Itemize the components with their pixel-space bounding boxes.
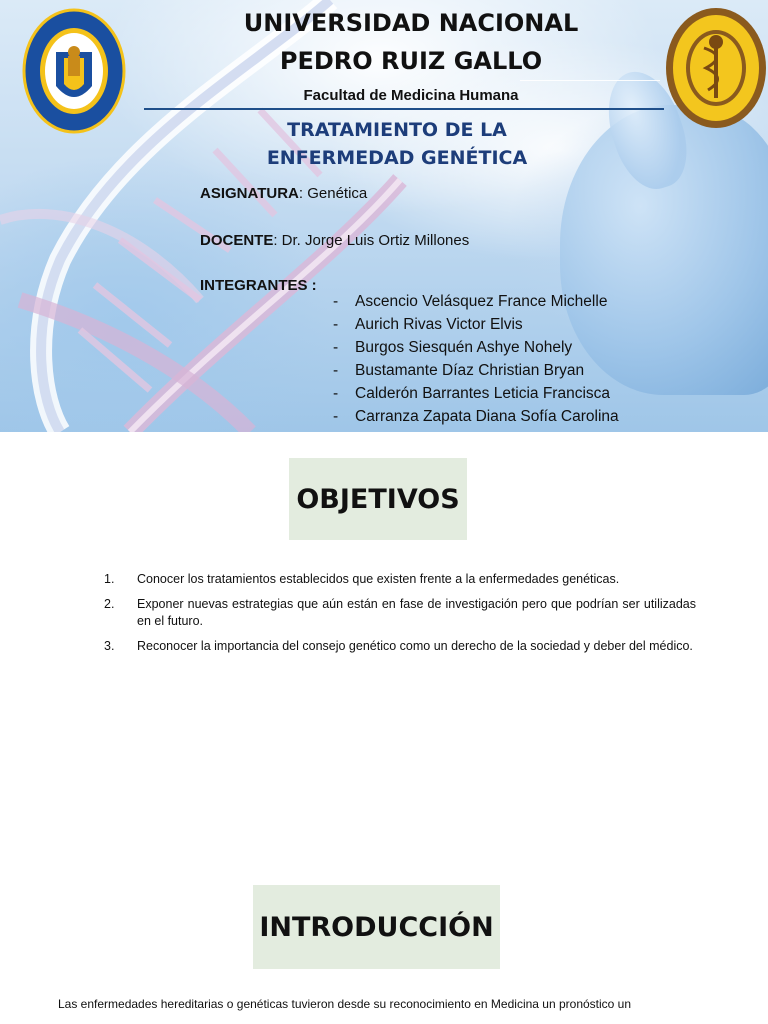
teacher-label: DOCENTE bbox=[200, 232, 274, 249]
objective-number: 3. bbox=[104, 639, 115, 653]
objective-item bbox=[104, 596, 696, 630]
objective-item bbox=[104, 638, 696, 655]
objectives-heading: OBJETIVOS bbox=[289, 458, 467, 540]
member-item bbox=[333, 382, 619, 405]
member-dash: - bbox=[333, 408, 339, 425]
objective-item bbox=[104, 571, 696, 588]
member-name: Calderón Barrantes Leticia Francisca bbox=[355, 385, 611, 402]
member-item bbox=[333, 313, 619, 336]
introduction-heading: INTRODUCCIÓN bbox=[253, 885, 500, 969]
header-divider bbox=[144, 108, 664, 110]
objective-text: Conocer los tratamientos establecidos que existen frente a la enfermedades genéticas. bbox=[137, 572, 620, 586]
teacher-line bbox=[200, 232, 469, 249]
member-item bbox=[333, 405, 619, 428]
faculty-name: Facultad de Medicina Humana bbox=[303, 87, 519, 104]
member-name: Aurich Rivas Victor Elvis bbox=[355, 316, 523, 333]
subject-line bbox=[200, 185, 367, 202]
cover-slide bbox=[0, 0, 768, 432]
objective-number: 2. bbox=[104, 597, 115, 611]
introduction-text: Las enfermedades hereditarias o genéticas tuvieron desde su reconocimiento en Medicina un pronóstico un bbox=[58, 997, 632, 1011]
member-dash: - bbox=[333, 362, 339, 379]
objectives-list bbox=[104, 571, 696, 663]
member-item bbox=[333, 359, 619, 382]
objective-number: 1. bbox=[104, 572, 115, 586]
member-name: Burgos Siesquén Ashye Nohely bbox=[355, 339, 573, 356]
deck-title-line2: ENFERMEDAD GENÉTICA bbox=[266, 147, 528, 169]
members-label: INTEGRANTES : bbox=[200, 277, 317, 294]
member-dash: - bbox=[333, 385, 339, 402]
member-item bbox=[333, 290, 619, 313]
objective-text: Reconocer la importancia del consejo genético como un derecho de la sociedad y deber del médico. bbox=[137, 639, 693, 653]
university-name-line1: UNIVERSIDAD NACIONAL bbox=[243, 9, 579, 37]
member-item bbox=[333, 336, 619, 359]
deck-title-line1: TRATAMIENTO DE LA bbox=[287, 119, 507, 141]
university-name-line2: PEDRO RUIZ GALLO bbox=[279, 47, 543, 75]
member-name: Carranza Zapata Diana Sofía Carolina bbox=[355, 408, 619, 425]
teacher-value: : Dr. Jorge Luis Ortiz Millones bbox=[273, 232, 470, 249]
member-dash: - bbox=[333, 339, 339, 356]
member-name: Bustamante Díaz Christian Bryan bbox=[355, 362, 585, 379]
member-dash: - bbox=[333, 293, 339, 310]
members-heading bbox=[200, 277, 317, 294]
member-name: Ascencio Velásquez France Michelle bbox=[355, 293, 608, 310]
subject-value: : Genética bbox=[298, 185, 368, 202]
header-accent-line bbox=[520, 80, 660, 81]
member-dash: - bbox=[333, 316, 339, 333]
subject-label: ASIGNATURA bbox=[200, 185, 299, 202]
members-list bbox=[333, 290, 619, 428]
objective-text: Exponer nuevas estrategias que aún están en fase de investigación pero que podrían ser utilizadas en el futuro. bbox=[137, 597, 696, 628]
